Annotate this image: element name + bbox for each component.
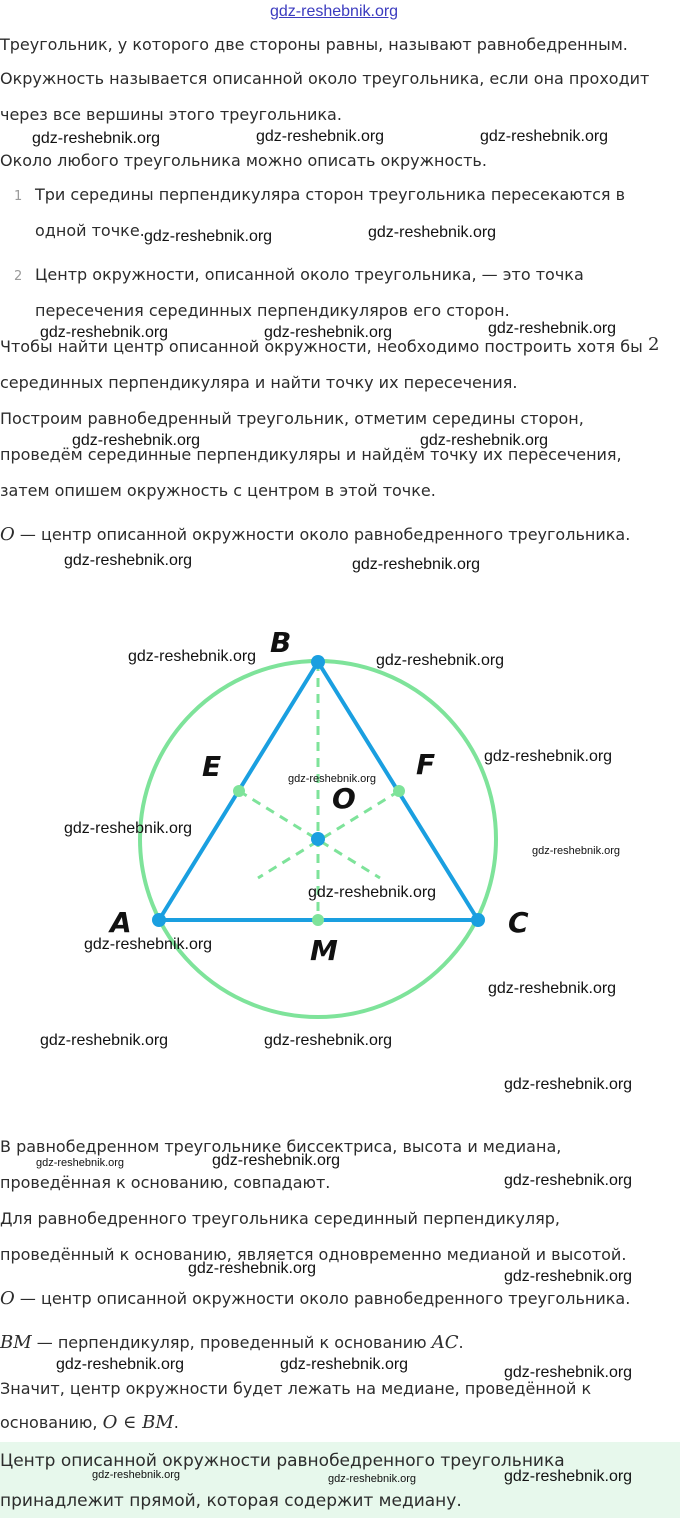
- number-two: 2: [648, 334, 660, 355]
- watermark: gdz-reshebnik.org: [72, 432, 201, 449]
- perpendicular-bm-statement: [0, 1334, 464, 1352]
- paragraph-perpendicular-line2: проведённый к основанию, является одновременно медианой и высотой.: [0, 1245, 627, 1264]
- conclusion-line2: [0, 1414, 179, 1432]
- watermark: gdz-reshebnik.org: [420, 432, 549, 449]
- watermark: gdz-reshebnik.org: [484, 748, 613, 765]
- watermark: gdz-reshebnik.org: [488, 980, 617, 997]
- label-c: C: [508, 906, 529, 939]
- period: .: [458, 1333, 464, 1352]
- list-item-1-line1: Три середины перпендикуляра сторон треугольника пересекаются в: [35, 185, 626, 204]
- top-watermark-link[interactable]: gdz-reshebnik.org: [270, 3, 399, 20]
- watermark: gdz-reshebnik.org: [504, 1172, 633, 1189]
- list-item-2-line2: пересечения серединных перпендикуляров его сторон.: [35, 301, 510, 320]
- watermark: gdz-reshebnik.org: [32, 130, 161, 147]
- point-a: [152, 913, 166, 927]
- label-a: A: [110, 906, 132, 939]
- label-m: M: [310, 934, 338, 967]
- label-e: E: [202, 750, 222, 783]
- period-2: .: [173, 1413, 179, 1432]
- list-number-1: 1: [14, 189, 23, 204]
- definition-circumcircle-line1: Окружность называется описанной около треугольника, если она проходит: [0, 69, 650, 88]
- paragraph-find-center-text: Чтобы найти центр описанной окружности, необходимо построить хотя бы: [0, 337, 643, 356]
- paragraph-find-center-line2: серединных перпендикуляра и найти точку их пересечения.: [0, 373, 518, 392]
- symbol-o-2: O: [0, 1288, 15, 1309]
- watermark: gdz-reshebnik.org: [256, 128, 385, 145]
- watermark: gdz-reshebnik.org: [56, 1356, 185, 1373]
- perpendicular-bm-text: — перпендикуляр, проведенный к основанию: [31, 1333, 432, 1352]
- conclusion-line1: Значит, центр окружности будет лежать на медиане, проведённой к: [0, 1379, 592, 1398]
- point-c: [471, 913, 485, 927]
- watermark: gdz-reshebnik.org: [288, 773, 377, 785]
- point-m: [312, 914, 324, 926]
- watermark: gdz-reshebnik.org: [144, 228, 273, 245]
- highlight-line2: принадлежит прямой, которая содержит медиану.: [0, 1491, 462, 1511]
- definition-isosceles: Треугольник, у которого две стороны равны, называют равнобедренным.: [0, 35, 628, 54]
- watermark: gdz-reshebnik.org: [64, 820, 193, 837]
- paragraph-isosceles-property-line1: В равнобедренном треугольнике биссектриса, высота и медиана,: [0, 1137, 562, 1156]
- paragraph-perpendicular-line1: Для равнобедренного треугольника серединный перпендикуляр,: [0, 1209, 560, 1228]
- point-f: [393, 785, 405, 797]
- watermark: gdz-reshebnik.org: [188, 1260, 317, 1277]
- symbol-ac: AC: [431, 1332, 459, 1353]
- watermark: gdz-reshebnik.org: [488, 320, 617, 337]
- highlight-line1: Центр описанной окружности равнобедренного треугольника: [0, 1451, 565, 1471]
- watermark: gdz-reshebnik.org: [36, 1157, 125, 1169]
- perpendicular-e: [239, 791, 380, 878]
- symbol-o-in-bm: O ∈ BM: [102, 1412, 174, 1433]
- symbol-bm: BM: [0, 1332, 32, 1353]
- watermark: gdz-reshebnik.org: [84, 936, 213, 953]
- center-statement-1: [0, 526, 630, 544]
- watermark: gdz-reshebnik.org: [128, 648, 257, 665]
- label-b: B: [270, 626, 292, 659]
- watermark: gdz-reshebnik.org: [504, 1268, 633, 1285]
- watermark: gdz-reshebnik.org: [328, 1473, 417, 1485]
- point-b: [311, 655, 325, 669]
- watermark: gdz-reshebnik.org: [308, 884, 437, 901]
- center-statement-2-text: — центр описанной окружности около равнобедренного треугольника.: [14, 1289, 631, 1308]
- point-e: [233, 785, 245, 797]
- watermark: gdz-reshebnik.org: [532, 845, 621, 857]
- label-o: O: [332, 782, 356, 815]
- watermark: gdz-reshebnik.org: [280, 1356, 409, 1373]
- center-statement-1-text: — центр описанной окружности около равнобедренного треугольника.: [14, 525, 631, 544]
- list-item-1-line2: одной точке.: [35, 221, 145, 240]
- list-number-2: 2: [14, 269, 23, 284]
- center-statement-2: [0, 1290, 630, 1308]
- watermark: gdz-reshebnik.org: [352, 556, 481, 573]
- point-o: [311, 832, 325, 846]
- watermark: gdz-reshebnik.org: [376, 652, 505, 669]
- list-item-2-line1: Центр окружности, описанной около треугольника, — это точка: [35, 265, 584, 284]
- paragraph-construct-line3: затем опишем окружность с центром в этой точке.: [0, 481, 436, 500]
- label-f: F: [416, 748, 436, 781]
- statement-any-triangle: Около любого треугольника можно описать окружность.: [0, 151, 487, 170]
- symbol-o: O: [0, 524, 15, 545]
- watermark: gdz-reshebnik.org: [264, 1032, 393, 1049]
- watermark: gdz-reshebnik.org: [504, 1364, 633, 1381]
- paragraph-isosceles-property-line2: проведённая к основанию, совпадают.: [0, 1173, 331, 1192]
- watermark: gdz-reshebnik.org: [368, 224, 497, 241]
- watermark: gdz-reshebnik.org: [40, 1032, 169, 1049]
- watermark: gdz-reshebnik.org: [264, 324, 393, 341]
- conclusion-line2-text: основанию,: [0, 1413, 103, 1432]
- watermark: gdz-reshebnik.org: [64, 552, 193, 569]
- paragraph-construct-line1: Построим равнобедренный треугольник, отметим середины сторон,: [0, 409, 584, 428]
- watermark: gdz-reshebnik.org: [212, 1152, 341, 1169]
- watermark: gdz-reshebnik.org: [504, 1076, 633, 1093]
- watermark: gdz-reshebnik.org: [40, 324, 169, 341]
- definition-circumcircle-line2: через все вершины этого треугольника.: [0, 105, 342, 124]
- watermark: gdz-reshebnik.org: [504, 1468, 633, 1485]
- perpendicular-f: [258, 791, 399, 878]
- watermark: gdz-reshebnik.org: [480, 128, 609, 145]
- paragraph-construct-line2: проведём серединные перпендикуляры и найдём точку их пересечения,: [0, 445, 622, 464]
- watermark: gdz-reshebnik.org: [92, 1469, 181, 1481]
